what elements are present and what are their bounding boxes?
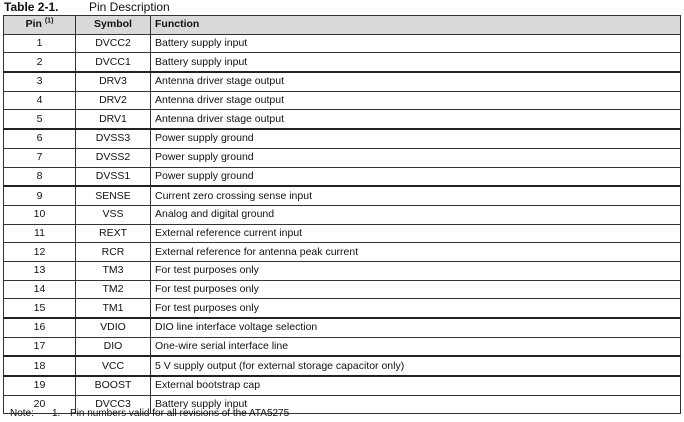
pin-cell: 13 [4, 261, 76, 280]
pin-cell: 16 [4, 318, 76, 337]
table-row [4, 318, 681, 337]
function-cell: Power supply ground [151, 129, 681, 148]
pin-cell: 1 [4, 34, 76, 53]
symbol-cell: REXT [76, 224, 151, 243]
table-row [4, 53, 681, 72]
symbol-cell: VDIO [76, 318, 151, 337]
note-index: 1. [52, 408, 61, 419]
function-cell: Battery supply input [151, 395, 681, 414]
symbol-cell: DRV3 [76, 72, 151, 91]
pin-cell: 12 [4, 243, 76, 262]
symbol-cell: TM1 [76, 299, 151, 318]
symbol-cell: DVCC1 [76, 53, 151, 72]
pin-cell: 20 [4, 395, 76, 414]
pin-cell: 6 [4, 129, 76, 148]
pin-cell: 5 [4, 110, 76, 129]
table-caption [4, 0, 170, 14]
table-row [4, 91, 681, 110]
function-cell: Antenna driver stage output [151, 72, 681, 91]
symbol-cell: DVCC3 [76, 395, 151, 414]
pin-cell: 17 [4, 337, 76, 356]
table-row [4, 280, 681, 299]
table-row [4, 299, 681, 318]
function-cell: Antenna driver stage output [151, 91, 681, 110]
table-row [4, 337, 681, 356]
table-header-row [4, 16, 681, 35]
symbol-cell: DRV1 [76, 110, 151, 129]
symbol-cell: TM2 [76, 280, 151, 299]
symbol-cell: DVSS3 [76, 129, 151, 148]
pin-cell: 18 [4, 356, 76, 376]
function-cell: Battery supply input [151, 34, 681, 53]
table-title: Pin Description [89, 0, 170, 14]
table-row [4, 205, 681, 224]
note-text: Pin numbers valid for all revisions of the ATA5275 [70, 408, 290, 419]
pin-cell: 10 [4, 205, 76, 224]
symbol-cell: DVSS2 [76, 148, 151, 167]
pin-cell: 14 [4, 280, 76, 299]
table-row [4, 129, 681, 148]
table-row [4, 356, 681, 376]
pin-cell: 4 [4, 91, 76, 110]
pin-cell: 7 [4, 148, 76, 167]
function-cell: External reference for antenna peak current [151, 243, 681, 262]
note-label: Note: [10, 408, 34, 419]
function-cell: For test purposes only [151, 280, 681, 299]
function-cell: One-wire serial interface line [151, 337, 681, 356]
footnote-marker: (1) [44, 17, 54, 25]
table-row [4, 186, 681, 205]
function-cell: Antenna driver stage output [151, 110, 681, 129]
table-row [4, 224, 681, 243]
table-row [4, 261, 681, 280]
function-cell: External bootstrap cap [151, 376, 681, 395]
pin-description-table [3, 15, 681, 414]
function-cell: Power supply ground [151, 167, 681, 186]
table-row [4, 376, 681, 395]
symbol-cell: SENSE [76, 186, 151, 205]
function-cell: DIO line interface voltage selection [151, 318, 681, 337]
pin-cell: 2 [4, 53, 76, 72]
symbol-cell: TM3 [76, 261, 151, 280]
pin-cell: 8 [4, 167, 76, 186]
symbol-cell: DRV2 [76, 91, 151, 110]
symbol-cell: DVSS1 [76, 167, 151, 186]
function-cell: 5 V supply output (for external storage capacitor only) [151, 356, 681, 376]
symbol-cell: VCC [76, 356, 151, 376]
function-cell: External reference current input [151, 224, 681, 243]
pin-cell: 3 [4, 72, 76, 91]
function-cell: Power supply ground [151, 148, 681, 167]
table-row [4, 148, 681, 167]
table-row [4, 243, 681, 262]
symbol-cell: RCR [76, 243, 151, 262]
pin-cell: 15 [4, 299, 76, 318]
symbol-cell: VSS [76, 205, 151, 224]
pin-cell: 11 [4, 224, 76, 243]
pin-cell: 9 [4, 186, 76, 205]
table-row [4, 110, 681, 129]
function-cell: Battery supply input [151, 53, 681, 72]
symbol-cell: DIO [76, 337, 151, 356]
header-pin: Pin $^{(1)}$ [4, 16, 76, 35]
header-function: Function [151, 16, 681, 35]
table-number: Table 2-1. [4, 0, 59, 14]
function-cell: Analog and digital ground [151, 205, 681, 224]
pin-cell: 19 [4, 376, 76, 395]
symbol-cell: BOOST [76, 376, 151, 395]
table-note [10, 408, 289, 420]
header-symbol: Symbol [76, 16, 151, 35]
function-cell: For test purposes only [151, 261, 681, 280]
symbol-cell: DVCC2 [76, 34, 151, 53]
function-cell: Current zero crossing sense input [151, 186, 681, 205]
table-row [4, 34, 681, 53]
table-row [4, 72, 681, 91]
table-row [4, 167, 681, 186]
function-cell: For test purposes only [151, 299, 681, 318]
